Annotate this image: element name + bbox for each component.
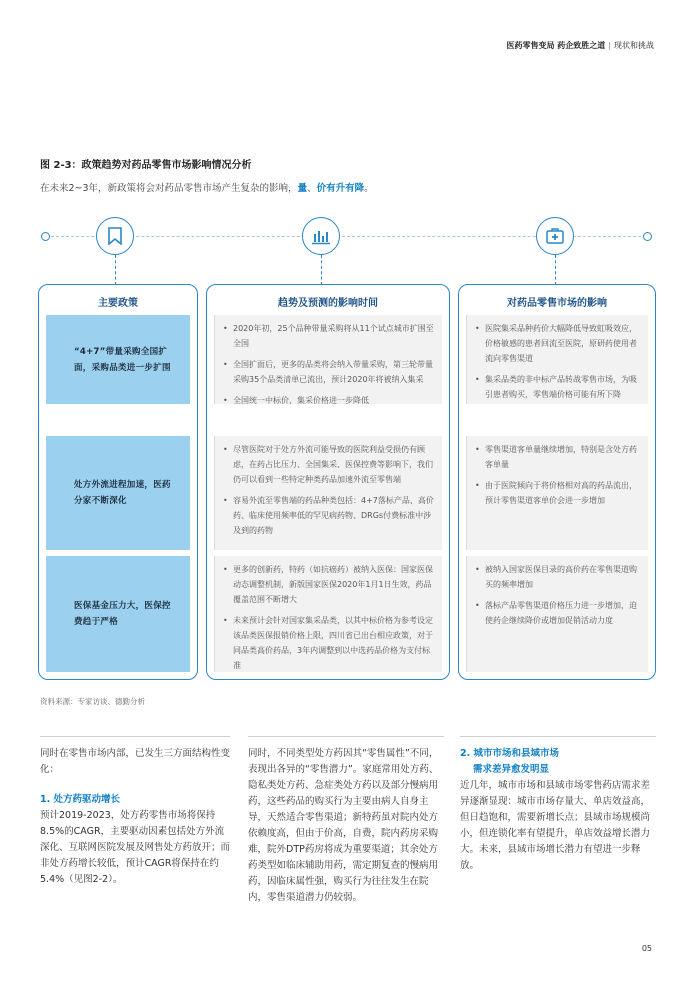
connector-impact <box>555 255 557 285</box>
trend-bullet: • 更多的创新药，特药（如抗癌药）被纳入医保：国家医保动态调整机制，新版国家医保2020年1月1日生效，药品覆盖范围不断增大 <box>223 562 434 607</box>
trend-row-3 <box>214 556 442 672</box>
bar-chart-icon <box>302 217 340 255</box>
timeline-start-dot <box>41 232 50 241</box>
trend-bullet: • 全国统一中标价，集采价格进一步降低 <box>223 393 434 408</box>
policy-column-title: 主要政策 <box>98 298 138 309</box>
trend-column-title: 趋势及预测的影响时间 <box>278 298 378 309</box>
impact-row-3 <box>466 556 648 672</box>
subtitle-end: 。 <box>364 183 374 194</box>
text-column-1 <box>40 746 232 888</box>
connector-trend <box>321 255 323 285</box>
policy-label: “4+7”带量采购全国扩面，采购品类进一步扩围 <box>74 346 171 373</box>
section-heading-2-line2: 需求差异愈发明显 <box>473 764 550 775</box>
policy-row-2 <box>46 436 190 550</box>
subtitle-highlight-price: 价有升有降 <box>316 183 365 194</box>
trend-bullet: • 2020年初，25个品种带量采购将从11个试点城市扩围至全国 <box>223 321 434 351</box>
impact-bullet: • 医院集采品种药价大幅降低导致虹吸效应，价格敏感的患者回流至医院，原研药使用者流向零售渠道 <box>475 321 640 366</box>
impact-row-1 <box>466 315 648 404</box>
section-body-2: 近几年，城市市场和县域市场零售药店需求差异逐渐显现：城市市场存量大、单店效益高，但日趋饱和，需要新增长点；县域市场规模尚小，但连锁化率有望提升，单店效益增长潜力大。未来，县域市场增长潜力有望进一步释放。 <box>460 780 651 871</box>
header-title: 医药零售变局 药企致胜之道 <box>506 41 606 50</box>
timeline-end-dot <box>643 232 652 241</box>
subtitle-sep: 、 <box>307 183 317 194</box>
policy-label: 处方外流进程加速，医药分家不断深化 <box>74 480 171 506</box>
bookmark-icon <box>96 217 134 255</box>
body-paragraph: 同时，不同类型处方药因其“零售属性”不同，表现出各异的“零售潜力”。家庭常用处方药、隐私类处方药、急症类处方药以及部分慢病用药，这些药品的购买行为主要由病人自身主导，天然适合零售渠道；新特药虽对院内处方依赖度高，但由于价高，自费，院内药房采购难，院外DTP药房将成为重要渠道；其余处方药类型如临床辅助用药，需定期复查的慢病用药，因临床属性强，购买行为往往发生在院内，零售渠道潜力仍较弱。 <box>248 748 439 903</box>
trend-bullet: • 尽管医院对于处方外流可能导致的医院利益受损仍有顾虑，在药占比压力、全国集采、医保控费等影响下，我们仍可以看到一些特定种类药品加速外流至零售端 <box>223 442 434 487</box>
trend-bullet: • 容易外流至零售端的药品种类包括：4+7落标产品、高价药、临床使用频率低的罕见病药物、DRGs付费标准中涉及到的药物 <box>223 493 434 538</box>
figure-subtitle <box>40 180 374 194</box>
header-separator: | <box>608 41 611 50</box>
section-body-1: 预计2019-2023，处方药零售市场将保持8.5%的CAGR，主要驱动因素包括处方外流深化、互联网医院发展及网售处方药放开；而非处方药增长较低，预计CAGR将保持在约5.4%（见图2-2）。 <box>40 810 231 885</box>
header-section: 现状和挑战 <box>614 41 654 50</box>
section-heading-1: 1. 处方药驱动增长 <box>40 794 121 805</box>
trend-row-2 <box>214 436 442 550</box>
column-rule-3 <box>460 736 656 737</box>
trend-bullet: • 全国扩面后，更多的品类将会纳入带量采购，第三轮带量采购35个品类清单已流出，预计2020年将被纳入集采 <box>223 357 434 387</box>
text-column-2 <box>248 746 446 906</box>
impact-bullet: • 由于医院倾向于将价格相对高的药品流出，预计零售渠道客单价会进一步增加 <box>475 478 640 508</box>
subtitle-highlight-volume: 量 <box>297 183 308 194</box>
impact-bullet: • 落标产品零售渠道价格压力进一步增加，迫使药企继续降价或增加促销活动力度 <box>475 598 640 628</box>
impact-bullet: • 集采品类的非中标产品转战零售市场，为吸引患者购买，零售端价格可能有所下降 <box>475 372 640 402</box>
impact-bullet: • 零售渠道客单量继续增加，特别是含处方药客单量 <box>475 442 640 472</box>
section-heading-2: 2. 城市市场和县域市场 <box>460 748 560 759</box>
figure-title: 图 2-3：政策趋势对药品零售市场影响情况分析 <box>40 160 252 171</box>
text-column-3 <box>460 746 656 874</box>
column-rule-1 <box>40 736 230 737</box>
running-header <box>507 40 655 51</box>
trend-row-1 <box>214 315 442 404</box>
trend-bullet: • 未来预计会针对国家集采品类，以其中标价格为参考设定该品类医保报销价格上限，四川省已出台相应政策，对于同品类高价药品，3年内调整到以中选药品价格为支付标准 <box>223 613 434 673</box>
policy-row-1 <box>46 315 190 404</box>
column-rule-2 <box>248 736 444 737</box>
medical-kit-icon <box>536 217 574 255</box>
policy-label: 医保基金压力大，医保控费趋于严格 <box>74 601 171 627</box>
impact-row-2 <box>466 436 648 550</box>
impact-column-title: 对药品零售市场的影响 <box>507 298 607 309</box>
intro-paragraph: 同时在零售市场内部，已发生三方面结构性变化： <box>40 748 231 775</box>
page-number: 05 <box>641 944 652 953</box>
subtitle-text: 在未来2~3年，新政策将会对药品零售市场产生复杂的影响， <box>40 183 298 194</box>
figure-source: 资料来源：专家访谈、德勤分析 <box>40 697 145 706</box>
policy-row-3 <box>46 556 190 672</box>
impact-bullet: • 被纳入国家医保目录的高价药在零售渠道购买的频率增加 <box>475 562 640 592</box>
connector-policy <box>115 255 117 285</box>
